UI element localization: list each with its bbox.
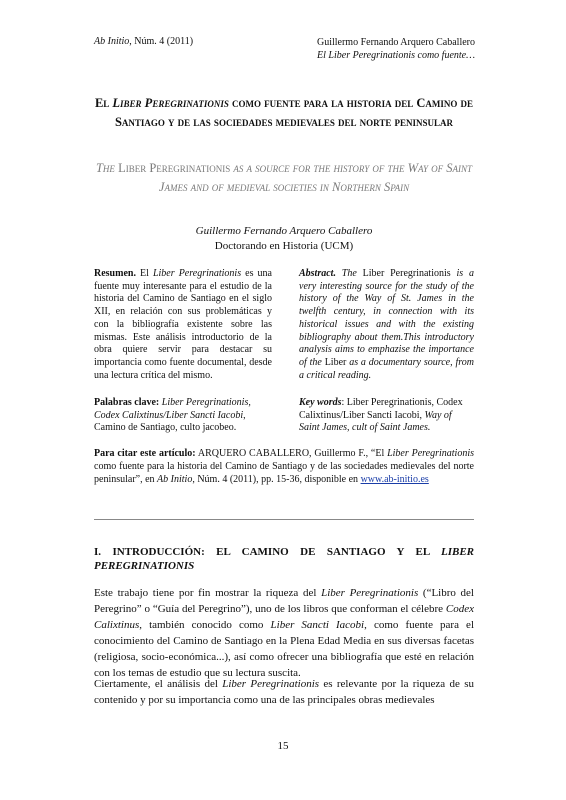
header-author: Guillermo Fernando Arquero Caballero [316,37,475,48]
para1-t2: Liber Peregrinationis [321,587,419,599]
keywords-es-t1: Liber Peregrinationis, Codex Calixtinus/Liber Sancti Iacobi [94,397,251,421]
para2-t3: es relevante por la riqueza de su contenido y por su importancia como una de las principales obras medievales [94,678,474,706]
title-en-part3: as a source for the history of the Way of Saint James and of medieval societies in Northern Spain [158,161,472,194]
journal-issue: , Núm. 4 (2011) [129,36,194,47]
keywords-en-t2: Way of Saint James, cult of Saint James. [299,409,452,434]
keywords-es-label: Palabras clave: [94,397,160,408]
abstract-es-label: Resumen. [94,268,136,279]
title-es-part3: como fuente para la historia del Camino de Santiago y de las sociedades medievales del norte peninsular [114,96,474,129]
para2-t2: Liber Peregrinationis [222,678,320,690]
running-header-journal [94,36,193,47]
section-heading-t1: I. INTRODUCCIÓN: EL CAMINO DE SANTIAGO Y EL [94,546,441,558]
keywords-en-t1: : Liber Peregrinationis, Codex Calixtinus/Liber Sancti Iacobi, [299,397,463,421]
citation-block [94,447,474,486]
para1-t1: Este trabajo tiene por fin mostrar la riqueza del [94,587,322,599]
title-en-part1: The [95,161,119,175]
page-number: 15 [277,740,289,752]
abstract-english [299,268,474,382]
title-english [94,159,474,197]
section-heading [94,545,474,573]
abstract-es-t3: es una fuente muy interesante para el estudio de la historia del Camino de Santiago en el siglo XII, en relación con sus problemáticas y con la bibliografía existente sobre las mismas. Este análisis introductorio de la obra quiere servir para destacar su importancia como fuente documental, desde una lectura crítica del mismo. [94,268,272,381]
title-spanish [94,94,474,132]
abstract-es-t1: El [135,268,153,279]
author-affiliation: Doctorando en Historia (UCM) [214,240,354,252]
author-name: Guillermo Fernando Arquero Caballero [195,225,373,237]
abstract-en-t1: The [335,268,363,279]
keywords-spanish [94,397,272,435]
section-heading-t2: LIBER PEREGRINATIONIS [94,546,474,572]
body-paragraph-2 [94,676,474,708]
para1-t7: , como fuente para el conocimiento del Camino de Santiago en la Plena Edad Media en sus diversas facetas (religiosa, socio-económica...), así como ofrecer una bibliografía que esté en relación con los temas de estudio que su lectura suscita. [94,619,474,679]
keywords-english [299,397,474,435]
para1-t3: (“Libro del Peregrino” o “Guía del Peregrino”), uno de los libros que conforman el célebre [94,587,474,615]
header-short-title-a: El Liber Peregrinationis [317,50,415,61]
running-header-author [317,36,475,62]
keywords-en-label: Key words [299,397,342,408]
abstract-es-t2: Liber Peregrinationis [152,268,242,279]
abstract-en-t4: Liber [324,356,347,368]
citation-t2: Liber Peregrinationis [387,448,474,459]
citation-website-link[interactable]: www.ab-initio.es [360,474,429,485]
para2-t1: Ciertamente, el análisis del [94,678,223,690]
title-en-part2: Liber Peregrinationis [118,161,231,175]
citation-t5: , Núm. 4 (2011), pp. 15-36, disponible en [192,474,361,485]
keywords-es-t2: , Camino de Santiago, culto jacobeo. [94,409,246,434]
para1-t6: Liber Sancti Iacobi [270,619,365,631]
divider-line [94,519,474,520]
abstract-en-label: Abstract. [299,268,336,279]
abstract-en-t3: is a very interesting source for the study of the history of the Way of St. James in the twelfth century, in connection with its historical issues and with the existing bibliography about them.This introductory analysis aims to emphazise the importance of the [299,268,475,368]
citation-label: Para citar este artículo: [94,448,196,459]
para1-t4: Codex Calixtinus [94,603,474,631]
body-paragraph-1 [94,585,474,681]
title-es-part2: Liber Peregrinationis [112,96,229,110]
para1-t5: , también conocido como [139,619,271,631]
title-es-part1: El [94,96,113,110]
abstract-en-t2: Liber Peregrinationis [362,268,451,279]
citation-t1: ARQUERO CABALLERO, Guillermo F., “El [195,448,388,459]
abstract-spanish [94,268,272,382]
journal-name: Ab Initio [94,36,130,47]
abstract-en-t5: as a documentary source, from a critical reading. [299,356,474,381]
citation-t3: como fuente para la historia del Camino de Santiago y de las sociedades medievales del norte peninsular”, en [94,461,474,485]
citation-t4: Ab Initio [157,474,193,485]
header-short-title [317,49,475,62]
header-short-title-b: como fuente… [417,50,475,61]
